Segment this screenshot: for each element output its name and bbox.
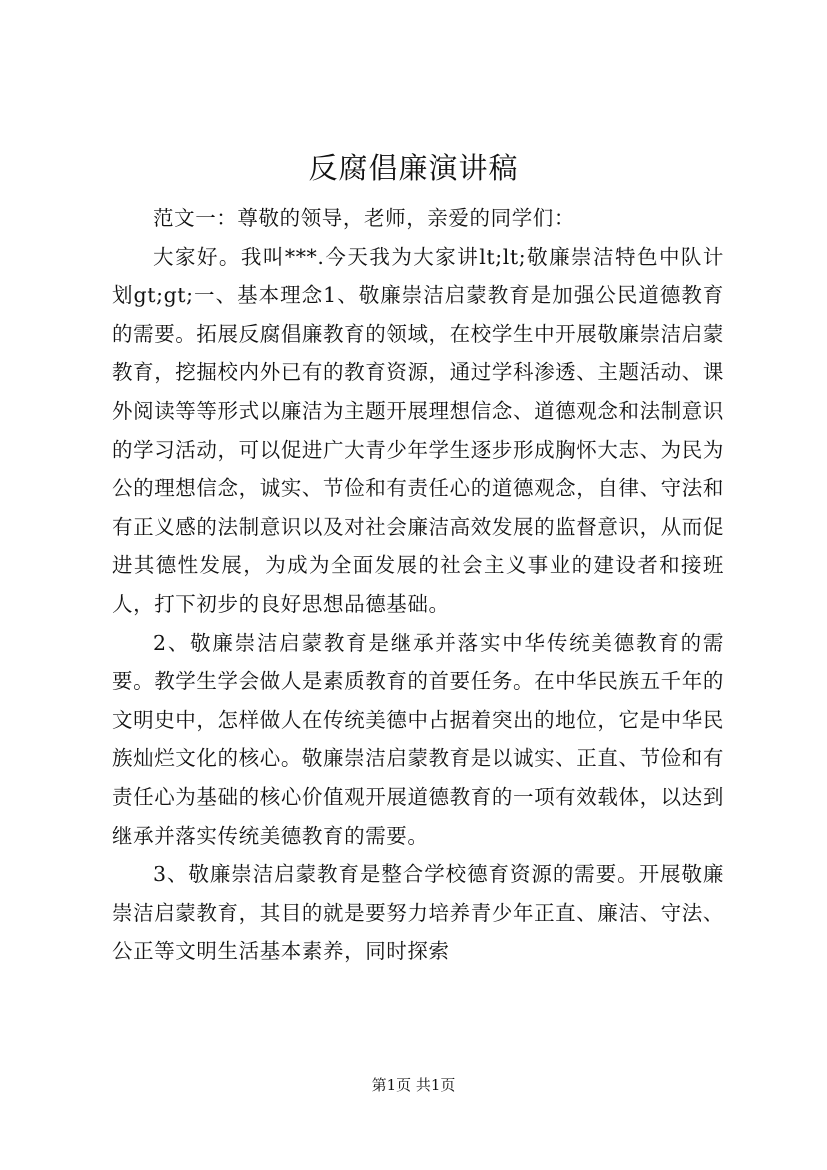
document-title: 反腐倡廉演讲稿 (308, 151, 519, 185)
body-paragraph-2: 2、敬廉崇洁启蒙教育是继承并落实中华传统美德教育的需要。教学生学会做人是素质教育的首要任务。在中华民族五千年的文明史中，怎样做人在传统美德中占据着突出的地位，它是中华民族灿烂文化的核心。敬廉崇洁启蒙教育是以诚实、正直、节俭和有责任心为基础的核心价值观开展道德教育的一项有效载体，以达到继承并落实传统美德教育的需要。 (112, 630, 724, 848)
document-body (112, 199, 724, 971)
page-footer: 第1页 共1页 (371, 1076, 456, 1094)
salutation-paragraph: 范文一：尊敬的领导，老师，亲爱的同学们： (153, 206, 575, 230)
body-paragraph-1: 大家好。我叫***.今天我为大家讲lt;lt;敬廉崇洁特色中队计划gt;gt;一、基本理念1、敬廉崇洁启蒙教育是加强公民道德教育的需要。拓展反腐倡廉教育的领域，在校学生中开展敬廉崇洁启蒙教育，挖掘校内外已有的教育资源，通过学科渗透、主题活动、课外阅读等等形式以廉洁为主题开展理想信念、道德观念和法制意识的学习活动，可以促进广大青少年学生逐步形成胸怀大志、为民为公的理想信念，诚实、节俭和有责任心的道德观念，自律、守法和有正义感的法制意识以及对社会廉洁高效发展的监督意识，从而促进其德性发展，为成为全面发展的社会主义事业的建设者和接班人，打下初步的良好思想品德基础。 (112, 244, 724, 616)
body-paragraph-3: 3、敬廉崇洁启蒙教育是整合学校德育资源的需要。开展敬廉崇洁启蒙教育，其目的就是要努力培养青少年正直、廉洁、守法、公正等文明生活基本素养，同时探索 (112, 862, 724, 964)
